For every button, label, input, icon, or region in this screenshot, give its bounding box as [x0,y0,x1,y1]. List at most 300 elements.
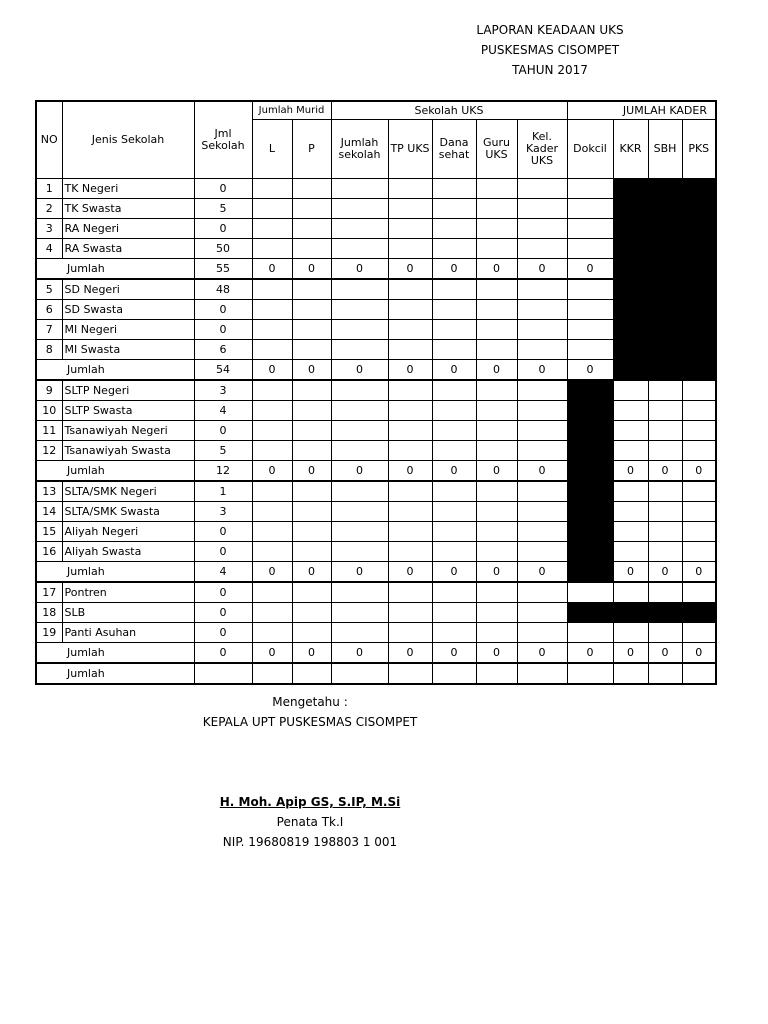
cell-js [331,279,388,300]
row-school-type: SLTA/SMK Negeri [62,481,194,502]
cell-dana [432,421,476,441]
cell-kel [517,582,567,603]
row-jml-sekolah: 1 [194,481,252,502]
row-jml-sekolah: 0 [194,582,252,603]
cell-kel [517,279,567,300]
cell-guru: 0 [476,461,517,482]
cell-l: 0 [252,643,292,664]
cell-dokcil [567,340,613,360]
cell-pks [682,259,716,280]
cell-kel [517,320,567,340]
cell-tp [388,542,432,562]
row-school-type: SLTP Swasta [62,401,194,421]
cell-guru: 0 [476,562,517,583]
row-jml-sekolah: 54 [194,360,252,381]
cell-guru [476,320,517,340]
cell-guru [476,502,517,522]
table-row [36,279,716,300]
cell-kkr [613,300,648,320]
table-total-row [36,663,716,684]
signature-block [150,692,470,852]
row-school-type: SD Swasta [62,300,194,320]
row-no: 2 [36,199,62,219]
cell-l [252,380,292,401]
cell-sbh [648,219,682,239]
cell-guru [476,199,517,219]
row-school-type: SLTA/SMK Swasta [62,502,194,522]
cell-kkr [613,481,648,502]
jumlah-label: Jumlah [36,643,194,664]
cell-dokcil [567,522,613,542]
cell-kel: 0 [517,562,567,583]
cell-sbh [648,300,682,320]
report-title-line1: LAPORAN KEADAAN UKS [476,23,624,37]
table-body [36,179,716,685]
row-jml-sekolah: 12 [194,461,252,482]
cell-js [331,481,388,502]
header-pks: PKS [682,120,716,179]
cell-kkr [613,522,648,542]
row-school-type: Pontren [62,582,194,603]
row-jml-sekolah: 6 [194,340,252,360]
cell-tp [388,320,432,340]
cell-kkr [613,582,648,603]
cell-kkr [613,401,648,421]
row-school-type: Aliyah Swasta [62,542,194,562]
cell-tp [388,582,432,603]
cell-kel: 0 [517,360,567,381]
cell-l [252,623,292,643]
row-jml-sekolah: 55 [194,259,252,280]
row-no: 7 [36,320,62,340]
table-row [36,522,716,542]
cell-kkr [613,279,648,300]
cell-js [331,542,388,562]
jumlah-label: Jumlah [36,360,194,381]
cell-tp [388,502,432,522]
signatory-name: H. Moh. Apip GS, S.IP, M.Si [219,795,401,809]
table-row [36,401,716,421]
cell-dana: 0 [432,259,476,280]
row-jml-sekolah: 0 [194,603,252,623]
table-row [36,481,716,502]
table-row [36,380,716,401]
table-row [36,582,716,603]
cell-p [292,380,331,401]
cell-dokcil [567,320,613,340]
cell-kel [517,623,567,643]
cell-kel: 0 [517,643,567,664]
cell-l [252,542,292,562]
cell-guru [476,582,517,603]
cell-l [252,663,292,684]
row-school-type: SLB [62,603,194,623]
cell-kkr [613,441,648,461]
cell-tp: 0 [388,461,432,482]
cell-tp [388,219,432,239]
table-row [36,441,716,461]
cell-tp: 0 [388,562,432,583]
cell-sbh [648,603,682,623]
cell-kel [517,300,567,320]
cell-dana: 0 [432,562,476,583]
cell-kkr [613,219,648,239]
header-jumlah-murid: Jumlah Murid [252,101,331,120]
cell-js [331,582,388,603]
cell-tp: 0 [388,360,432,381]
header-sbh: SBH [648,120,682,179]
cell-sbh [648,179,682,199]
cell-dana [432,320,476,340]
cell-dana [432,401,476,421]
cell-dokcil [567,481,613,502]
cell-p: 0 [292,461,331,482]
cell-sbh [648,279,682,300]
cell-kkr [613,623,648,643]
table-row [36,603,716,623]
row-school-type: RA Negeri [62,219,194,239]
table-row [36,340,716,360]
cell-kkr [613,340,648,360]
cell-dana [432,441,476,461]
row-no: 1 [36,179,62,199]
signatory-rank: Penata Tk.I [276,815,344,829]
row-jml-sekolah: 0 [194,522,252,542]
cell-l [252,502,292,522]
cell-p [292,239,331,259]
cell-l [252,320,292,340]
cell-js [331,603,388,623]
cell-sbh [648,522,682,542]
cell-dana [432,340,476,360]
row-no: 5 [36,279,62,300]
row-school-type: SD Negeri [62,279,194,300]
cell-tp: 0 [388,643,432,664]
row-no: 14 [36,502,62,522]
cell-js [331,340,388,360]
signatory-nip: NIP. 19680819 198803 1 001 [222,835,398,849]
table-row [36,542,716,562]
row-school-type: TK Swasta [62,199,194,219]
cell-l [252,279,292,300]
cell-guru [476,179,517,199]
table-row [36,320,716,340]
cell-l [252,481,292,502]
cell-guru [476,239,517,259]
table-total-row [36,562,716,583]
row-no: 12 [36,441,62,461]
jumlah-label: Jumlah [36,259,194,280]
cell-pks [682,663,716,684]
header-jenis-sekolah: Jenis Sekolah [62,101,194,179]
table-total-row [36,461,716,482]
cell-sbh [648,360,682,381]
cell-dana [432,542,476,562]
cell-guru: 0 [476,259,517,280]
cell-dana [432,603,476,623]
cell-dokcil [567,300,613,320]
cell-sbh [648,542,682,562]
header-no: NO [36,101,62,179]
cell-pks [682,360,716,381]
jumlah-label: Jumlah [36,461,194,482]
cell-p: 0 [292,360,331,381]
cell-dana [432,239,476,259]
row-school-type: Aliyah Negeri [62,522,194,542]
cell-dana [432,522,476,542]
cell-guru: 0 [476,360,517,381]
cell-tp [388,179,432,199]
row-no: 18 [36,603,62,623]
header-tp-uks: TP UKS [388,120,432,179]
report-title-line3: TAHUN 2017 [512,63,588,77]
row-school-type: MI Swasta [62,340,194,360]
row-no: 3 [36,219,62,239]
cell-pks: 0 [682,643,716,664]
cell-p [292,481,331,502]
cell-kel [517,421,567,441]
cell-kkr [613,380,648,401]
cell-dana: 0 [432,643,476,664]
cell-guru [476,441,517,461]
cell-dokcil [567,502,613,522]
cell-pks: 0 [682,461,716,482]
table-row [36,421,716,441]
cell-l [252,199,292,219]
cell-dana [432,219,476,239]
cell-js [331,219,388,239]
row-jml-sekolah: 50 [194,239,252,259]
cell-dokcil [567,562,613,583]
cell-js [331,441,388,461]
cell-dokcil [567,542,613,562]
cell-p [292,603,331,623]
cell-guru [476,300,517,320]
cell-tp [388,340,432,360]
cell-tp [388,663,432,684]
cell-p [292,582,331,603]
header-dana-sehat: Dana sehat [432,120,476,179]
cell-pks [682,542,716,562]
cell-kkr [613,199,648,219]
cell-pks [682,219,716,239]
row-jml-sekolah: 0 [194,219,252,239]
report-title [400,20,700,80]
cell-pks [682,603,716,623]
row-jml-sekolah: 3 [194,380,252,401]
header-l: L [252,120,292,179]
cell-kkr [613,542,648,562]
table-row [36,300,716,320]
cell-l [252,219,292,239]
cell-p [292,279,331,300]
cell-kel [517,401,567,421]
cell-p [292,623,331,643]
cell-guru [476,279,517,300]
row-school-type: Panti Asuhan [62,623,194,643]
cell-pks [682,502,716,522]
row-jml-sekolah: 48 [194,279,252,300]
cell-kkr: 0 [613,461,648,482]
cell-js [331,421,388,441]
cell-pks [682,340,716,360]
cell-p [292,421,331,441]
header-jml-sekolah: Jml Sekolah [194,101,252,179]
cell-sbh [648,380,682,401]
row-school-type: SLTP Negeri [62,380,194,401]
cell-kel [517,199,567,219]
cell-sbh: 0 [648,461,682,482]
cell-dokcil: 0 [567,643,613,664]
cell-p [292,340,331,360]
row-jml-sekolah: 0 [194,542,252,562]
cell-p [292,179,331,199]
cell-pks [682,582,716,603]
cell-p [292,522,331,542]
cell-guru [476,663,517,684]
cell-sbh [648,441,682,461]
cell-l [252,603,292,623]
cell-tp [388,441,432,461]
header-p: P [292,120,331,179]
cell-sbh [648,481,682,502]
row-school-type: TK Negeri [62,179,194,199]
cell-js: 0 [331,461,388,482]
cell-kkr [613,320,648,340]
jumlah-label: Jumlah [36,663,194,684]
cell-p [292,542,331,562]
row-jml-sekolah: 0 [194,300,252,320]
cell-kel [517,239,567,259]
header-dokcil: Dokcil [567,120,613,179]
header-kel-kader-uks: Kel. Kader UKS [517,120,567,179]
cell-js: 0 [331,259,388,280]
row-jml-sekolah: 0 [194,623,252,643]
cell-pks [682,441,716,461]
cell-l [252,401,292,421]
cell-tp [388,481,432,502]
header-jumlah-kader: JUMLAH KADER [567,101,716,120]
cell-pks [682,179,716,199]
cell-dokcil [567,401,613,421]
table-row [36,623,716,643]
cell-sbh [648,582,682,603]
cell-p: 0 [292,643,331,664]
cell-dana: 0 [432,360,476,381]
cell-tp [388,239,432,259]
cell-guru [476,380,517,401]
table-row [36,239,716,259]
cell-l [252,522,292,542]
cell-guru: 0 [476,643,517,664]
cell-dokcil [567,179,613,199]
cell-l [252,340,292,360]
cell-p [292,300,331,320]
cell-pks [682,239,716,259]
table-total-row [36,259,716,280]
cell-js [331,239,388,259]
cell-tp [388,522,432,542]
cell-dana [432,481,476,502]
jumlah-label: Jumlah [36,562,194,583]
cell-kel: 0 [517,259,567,280]
cell-kkr [613,360,648,381]
cell-dokcil [567,603,613,623]
cell-tp [388,421,432,441]
cell-pks [682,401,716,421]
cell-kel [517,663,567,684]
cell-js [331,623,388,643]
cell-pks [682,481,716,502]
row-no: 13 [36,481,62,502]
row-no: 8 [36,340,62,360]
cell-kel [517,481,567,502]
cell-js: 0 [331,562,388,583]
cell-dokcil [567,623,613,643]
cell-sbh [648,502,682,522]
row-school-type: MI Negeri [62,320,194,340]
cell-dokcil: 0 [567,360,613,381]
cell-js: 0 [331,643,388,664]
cell-l [252,421,292,441]
cell-p [292,320,331,340]
cell-tp [388,300,432,320]
cell-l: 0 [252,461,292,482]
cell-js [331,502,388,522]
cell-dokcil [567,219,613,239]
cell-sbh [648,239,682,259]
cell-sbh [648,259,682,280]
cell-l: 0 [252,259,292,280]
cell-pks [682,279,716,300]
cell-tp [388,623,432,643]
row-jml-sekolah: 0 [194,643,252,664]
cell-js [331,179,388,199]
cell-sbh: 0 [648,562,682,583]
cell-kkr: 0 [613,562,648,583]
cell-js [331,522,388,542]
cell-dokcil [567,279,613,300]
header-guru-uks: Guru UKS [476,120,517,179]
cell-dokcil [567,461,613,482]
cell-pks [682,421,716,441]
row-no: 16 [36,542,62,562]
cell-l: 0 [252,360,292,381]
cell-guru [476,401,517,421]
table-row [36,502,716,522]
cell-sbh [648,340,682,360]
row-school-type: Tsanawiyah Swasta [62,441,194,461]
cell-dana [432,380,476,401]
cell-kkr [613,502,648,522]
cell-l [252,441,292,461]
row-no: 17 [36,582,62,603]
cell-dana [432,623,476,643]
mengetahui-label: Mengetahu : [272,695,348,709]
signature-position: KEPALA UPT PUSKESMAS CISOMPET [202,715,418,729]
cell-js [331,199,388,219]
cell-guru [476,340,517,360]
cell-kel [517,340,567,360]
cell-dokcil [567,441,613,461]
cell-p [292,401,331,421]
cell-sbh [648,199,682,219]
cell-sbh [648,320,682,340]
cell-kel: 0 [517,461,567,482]
row-no: 19 [36,623,62,643]
cell-l [252,179,292,199]
cell-dana [432,199,476,219]
